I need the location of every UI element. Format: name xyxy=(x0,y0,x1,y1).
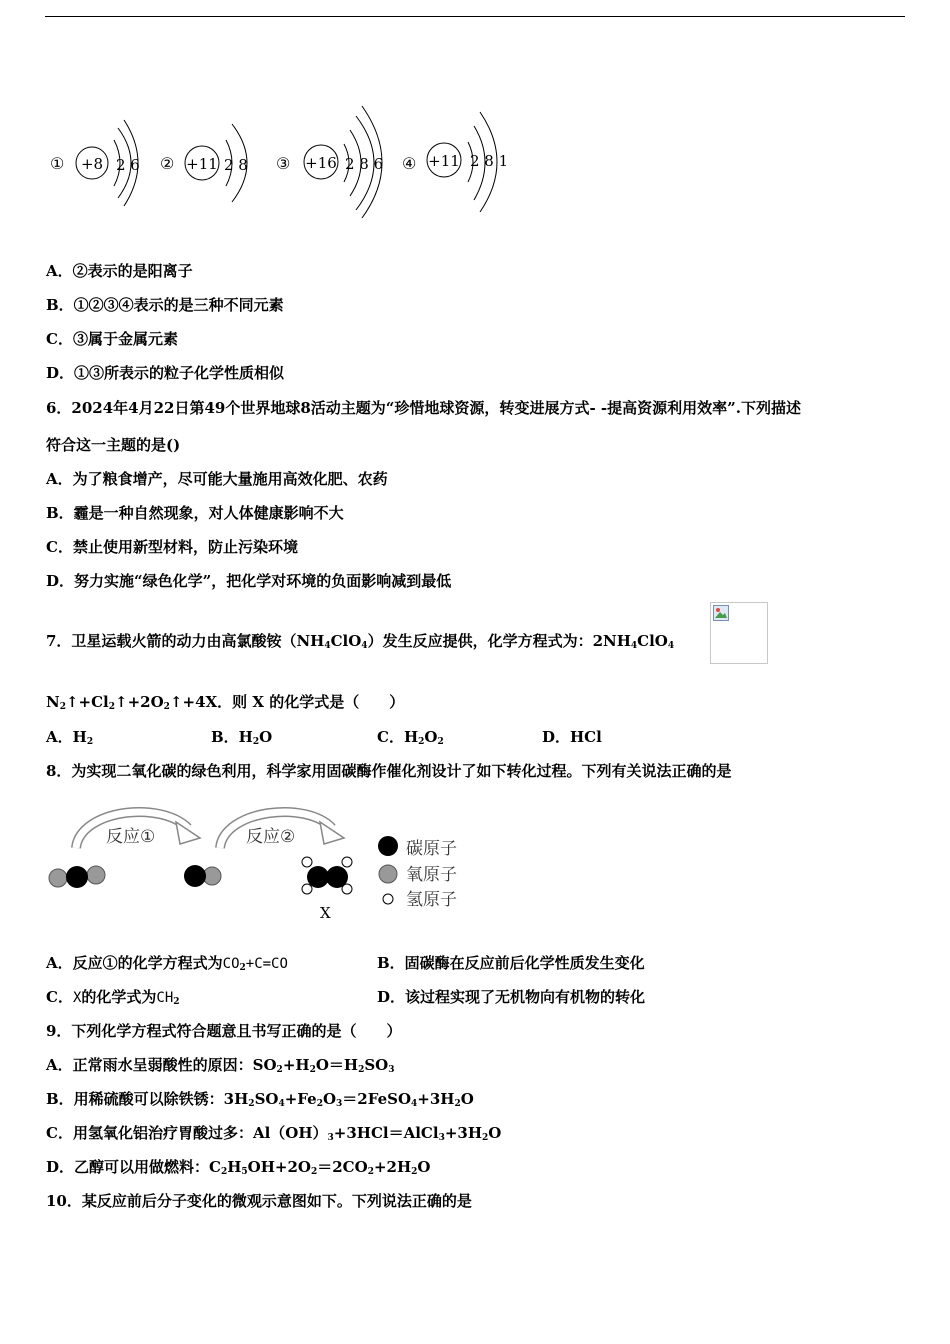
atom-label: ③ xyxy=(276,154,291,173)
q9-option-d: D．乙醇可以用做燃料：$C_2H_5OH+2O_2=2CO_2+2H_2O$ xyxy=(46,1158,431,1177)
q6-stem-line1: 6．2024年4月22日第49个世界地球8活动主题为“珍惜地球资源，转变进展方式- -提高资源利用效率”.下列描述 xyxy=(46,399,801,417)
reaction-arrow-1 xyxy=(76,812,200,848)
atom-label: ② xyxy=(160,154,175,173)
equation-condition-image xyxy=(710,602,768,664)
q7-stem-line2: $N_2↑+Cl_2↑+2O_2↑+4X$．则 X 的化学式是（ ） xyxy=(46,693,405,712)
q7-stem: 7．卫星运载火箭的动力由高氯酸铵$(NH_4ClO_4)$发生反应提供，化学方程式为：$2NH_4ClO_4$ xyxy=(46,632,675,651)
q7-option-b: B．$H_2O$ xyxy=(211,728,273,747)
q6-stem-line2: 符合这一主题的是() xyxy=(46,436,181,454)
atom-structure-diagrams xyxy=(40,100,520,220)
q8-option-c: C．X的化学式为$CH_2$ xyxy=(46,988,180,1007)
atom-label: ④ xyxy=(402,154,417,173)
q5-option-c: C．③属于金属元素 xyxy=(46,330,178,348)
legend-hydrogen: 氢原子 xyxy=(406,890,457,910)
q5-option-b: B．①②③④表示的是三种不同元素 xyxy=(46,296,284,314)
q6-option-a: A．为了粮食增产，尽可能大量施用高效化肥、农药 xyxy=(46,470,388,488)
co2-molecule xyxy=(49,866,105,888)
reaction-arrow-2 xyxy=(220,812,344,848)
electron-shells: 2 6 xyxy=(116,156,140,174)
nucleus-charge: +11 xyxy=(428,152,460,170)
legend-oxygen: 氧原子 xyxy=(406,865,457,885)
q6-option-c: C．禁止使用新型材料，防止污染环境 xyxy=(46,538,298,556)
q9-option-b: B．用稀硫酸可以除铁锈：$3H_2SO_4+Fe_2O_3=2FeSO_4+3H_2O$ xyxy=(46,1090,474,1109)
q10-stem: 10．某反应前后分子变化的微观示意图如下。下列说法正确的是 xyxy=(46,1192,472,1210)
x-label: X xyxy=(320,904,331,922)
q8-stem: 8．为实现二氧化碳的绿色利用，科学家用固碳酶作催化剂设计了如下转化过程。下列有关说法正确的是 xyxy=(46,762,732,780)
x-molecule xyxy=(302,857,352,922)
reaction-1-label: 反应① xyxy=(106,827,156,847)
q9-stem: 9．下列化学方程式符合题意且书写正确的是（ ） xyxy=(46,1022,402,1040)
q8-option-d: D．该过程实现了无机物向有机物的转化 xyxy=(377,988,646,1006)
q5-option-a: A．②表示的是阳离子 xyxy=(46,262,193,280)
atom-4 xyxy=(402,112,508,212)
electron-shells: 2 8 xyxy=(224,156,248,174)
q6-option-b: B．霾是一种自然现象，对人体健康影响不大 xyxy=(46,504,344,522)
nucleus-charge: +8 xyxy=(80,155,104,173)
atom-3 xyxy=(276,106,383,218)
q5-option-d: D．①③所表示的粒子化学性质相似 xyxy=(46,364,285,382)
header-rule xyxy=(45,16,905,17)
atom-1 xyxy=(50,120,140,206)
electron-shells: 2 8 1 xyxy=(470,152,509,170)
broken-image-icon xyxy=(713,605,729,621)
q8-option-a: A．反应①的化学方程式为$CO_2+C=CO$ xyxy=(46,954,288,973)
q7-option-c: C．$H_2O_2$ xyxy=(377,728,444,747)
q9-option-c: C．用氢氧化铝治疗胃酸过多：$Al(OH)_3+3HCl=AlCl_3+3H_2O$ xyxy=(46,1124,502,1143)
co-molecule xyxy=(184,865,221,887)
atom-label: ① xyxy=(50,154,65,173)
atom-2 xyxy=(160,124,248,202)
q7-option-d: D．HCl xyxy=(542,728,602,746)
q9-option-a: A．正常雨水呈弱酸性的原因：$SO_2+H_2O=H_2SO_3$ xyxy=(46,1056,395,1075)
atom-legend xyxy=(378,836,457,910)
q6-option-d: D．努力实施“绿色化学”，把化学对环境的负面影响减到最低 xyxy=(46,572,452,590)
electron-shells: 2 8 6 xyxy=(345,155,384,173)
legend-carbon: 碳原子 xyxy=(406,839,457,859)
q8-reaction-diagram xyxy=(40,800,480,930)
q8-option-b: B．固碳酶在反应前后化学性质发生变化 xyxy=(377,954,645,972)
nucleus-charge: +11 xyxy=(186,155,218,173)
nucleus-charge: +16 xyxy=(305,154,337,172)
reaction-2-label: 反应② xyxy=(246,827,296,847)
q7-option-a: A．$H_2$ xyxy=(46,728,94,747)
